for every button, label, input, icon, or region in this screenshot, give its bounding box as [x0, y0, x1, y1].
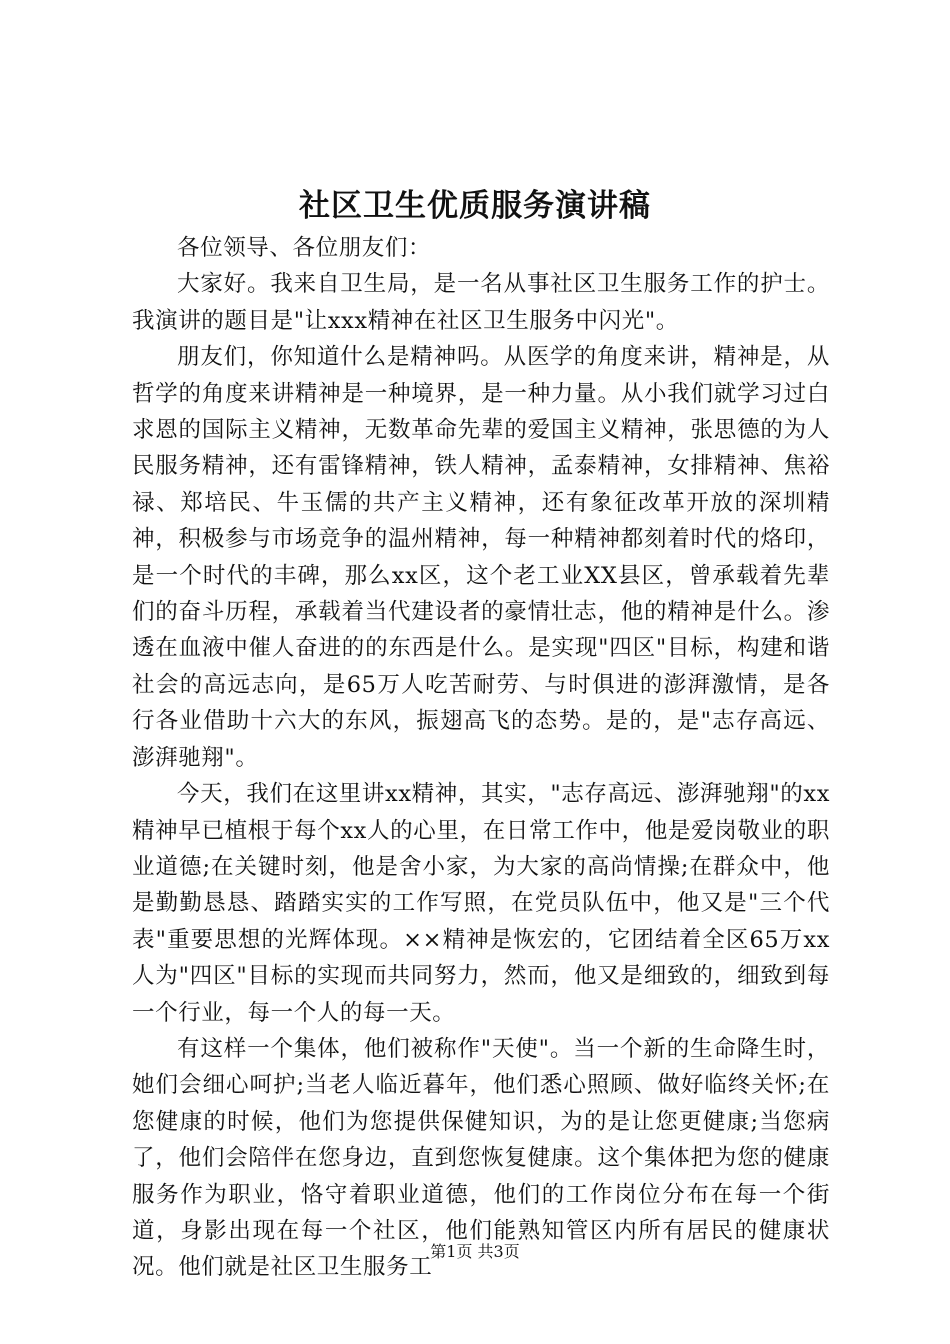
paragraph-angels: 有这样一个集体，他们被称作"天使"。当一个新的生命降生时，她们会细心呵护;当老人临近暮年，他们悉心照顾、做好临终关怀;在您健康的时候，他们为您提供保健知识，为的是让您更健康;当您病了，他们会陪伴在您身边，直到您恢复健康。这个集体把为您的健康服务作为职业，恪守着职业道德，他们的工作岗位分布在每一个街道，身影出现在每一个社区，他们能熟知管区内所有居民的健康状况。他们就是社区卫生服务工: [132, 1035, 830, 1281]
paragraph-salutation: 各位领导、各位朋友们：: [177, 235, 432, 261]
page-footer: 第1页 共3页: [430, 1242, 520, 1261]
paragraph-today: 今天，我们在这里讲xx精神，其实，"志存高远、澎湃驰翔"的xx精神早已植根于每个xx人的心里，在日常工作中，他是爱岗敬业的职业道德;在关键时刻，他是舍小家，为大家的高尚情操;在群众中，他是勤勤恳恳、踏踏实实的工作写照，在党员队伍中，他又是"三个代表"重要思想的光辉体现。××精神是恢宏的，它团结着全区65万xx人为"四区"目标的实现而共同努力，然而，他又是细致的，细致到每一个行业，每一个人的每一天。: [132, 781, 830, 1026]
paragraph-spirit: 朋友们，你知道什么是精神吗。从医学的角度来讲，精神是，从哲学的角度来讲精神是一种境界，是一种力量。从小我们就学习过白求恩的国际主义精神，无数革命先辈的爱国主义精神，张思德的为人民服务精神，还有雷锋精神，铁人精神，孟泰精神，女排精神、焦裕禄、郑培民、牛玉儒的共产主义精神，还有象征改革开放的深圳精神，积极参与市场竞争的温州精神，每一种精神都刻着时代的烙印，是一个时代的丰碑，那么xx区，这个老工业XX县区，曾承载着先辈们的奋斗历程，承载着当代建设者的豪情壮志，他的精神是什么。渗透在血液中催人奋进的的东西是什么。是实现"四区"目标，构建和谐社会的高远志向，是65万人吃苦耐劳、与时俱进的澎湃激情，是各行各业借助十六大的东风，振翅高飞的态势。是的，是"志存高远、澎湃驰翔"。: [132, 344, 830, 771]
paragraph-introduction: 大家好。我来自卫生局，是一名从事社区卫生服务工作的护士。我演讲的题目是"让xxx精神在社区卫生服务中闪光"。: [132, 271, 830, 334]
document-body: [132, 230, 830, 1286]
document-title: 社区卫生优质服务演讲稿: [299, 188, 651, 224]
